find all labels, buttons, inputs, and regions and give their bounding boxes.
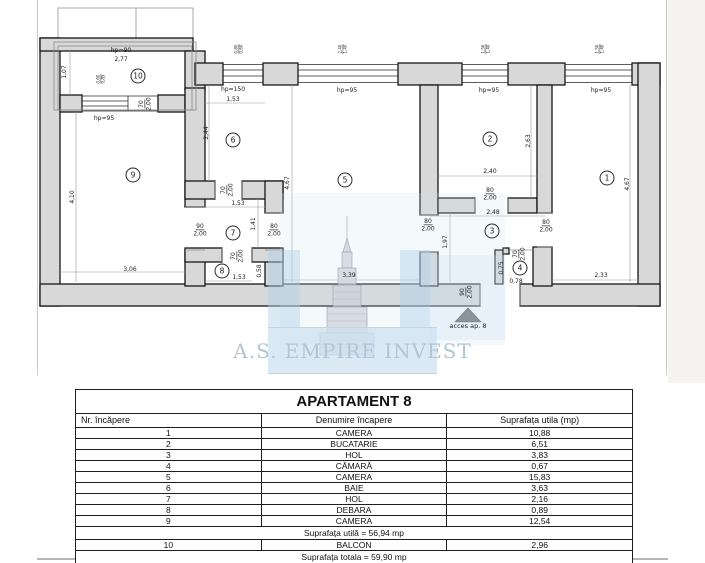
dim-label: 3,06 (123, 265, 137, 273)
subtotal-row (76, 527, 633, 540)
cell-area: 12,54 (447, 516, 633, 527)
cell-name: CAMERA (261, 428, 447, 439)
table-row (76, 450, 633, 461)
room-number-badge: 2 (483, 132, 498, 147)
dim-label: $\frac{90}{2,00}$ (193, 222, 207, 238)
room-number-badge: 4 (513, 261, 528, 276)
dim-label: hp=95 (93, 114, 115, 122)
dim-label: 1,50 1,40 (481, 44, 491, 54)
cell-nr: 6 (76, 483, 262, 494)
cell-area: 10,88 (447, 428, 633, 439)
dim-label: $\frac{80}{2,00}$ (483, 186, 497, 202)
dim-label: 4,10 (68, 190, 76, 204)
room-number-badge: 3 (485, 224, 500, 239)
dim-label: 70 2,00 (219, 183, 235, 197)
dim-label: 70 2,00 (137, 97, 153, 111)
cell-area: 15,83 (447, 472, 633, 483)
dim-label: 1,53 (232, 273, 246, 281)
cell-name: BUCATARIE (261, 439, 447, 450)
room-number-badge: 7 (226, 226, 241, 241)
table-row (76, 428, 633, 439)
room-number-badge: 9 (126, 168, 141, 183)
cell-nr: 9 (76, 516, 262, 527)
apartment-table (75, 389, 633, 563)
table-row (76, 540, 633, 551)
cell-name: HOL (261, 450, 447, 461)
dim-label: $\frac{80}{2,00}$ (539, 218, 553, 234)
dim-label: hp=95 (336, 86, 358, 94)
table-body (76, 428, 633, 563)
dim-label: hp=150 (220, 85, 246, 93)
table-row (76, 461, 633, 472)
cell-area: 2,16 (447, 494, 633, 505)
subtotal-row-text: Suprafața utilă = 56,94 mp (76, 527, 633, 540)
dim-label: $\frac{80}{2,00}$ (267, 222, 281, 238)
cell-area: 2,96 (447, 540, 633, 551)
cell-nr: 3 (76, 450, 262, 461)
dim-label: 1,53 (231, 199, 245, 207)
dim-label: hp=95 (590, 86, 612, 94)
dim-label: 1,41 (249, 217, 257, 231)
dim-label: 2,33 (594, 271, 608, 279)
table-row (76, 472, 633, 483)
cell-nr: 1 (76, 428, 262, 439)
col-header-area: Suprafața utila (mp) (447, 414, 633, 428)
cell-nr: 5 (76, 472, 262, 483)
dim-label: 1,97 (441, 235, 449, 249)
cell-area: 0,67 (447, 461, 633, 472)
cell-area: 6,51 (447, 439, 633, 450)
dim-label: 1,07 (60, 65, 68, 79)
col-header-name: Denumire încapere (261, 414, 447, 428)
dim-label: 0,78 (509, 277, 523, 285)
cell-nr: 7 (76, 494, 262, 505)
room-number-badge: 10 (131, 69, 146, 84)
access-label: acces ap. 8 (449, 322, 487, 330)
dim-label: 2,63 (524, 134, 532, 148)
dim-label: 0,75 (497, 261, 505, 275)
dim-label: 2,40 1,40 (338, 44, 348, 54)
dim-label: 0,58 (255, 264, 263, 278)
cell-name: DEBARA (261, 505, 447, 516)
dim-label: 0,80 0,60 (234, 44, 244, 54)
dim-label: 2,48 (486, 208, 500, 216)
cell-nr: 10 (76, 540, 262, 551)
col-header-nr: Nr. încăpere (76, 414, 262, 428)
cell-name: CĂMARĂ (261, 461, 447, 472)
room-number-badge: 8 (215, 264, 230, 279)
room-number-badge: 1 (600, 171, 615, 186)
table-header-row (76, 414, 633, 428)
cell-nr: 4 (76, 461, 262, 472)
cell-name: BALCON (261, 540, 447, 551)
dim-label: $\frac{80}{2,00}$ (421, 217, 435, 233)
dim-label: 70 2,00 (511, 247, 527, 261)
room-number-badge: 5 (338, 173, 353, 188)
dim-label: 2,40 (483, 167, 497, 175)
cell-name: HOL (261, 494, 447, 505)
dim-label: 2,44 (202, 126, 210, 140)
dim-label: 4,67 (283, 176, 291, 190)
dim-label: 2,77 (114, 55, 128, 63)
total-row (76, 551, 633, 563)
room-number-badge: 6 (226, 133, 241, 148)
total-row-text: Suprafața totala = 59,90 mp (76, 551, 633, 563)
dim-label: 4,67 (623, 177, 631, 191)
table-row (76, 494, 633, 505)
dim-label: hp=95 (478, 86, 500, 94)
dim-label: 1,50 1,40 (595, 44, 605, 54)
dim-label: hp=90 (110, 46, 132, 54)
dim-label: 1,53 (226, 95, 240, 103)
dim-label: 0,60 0,85 (96, 74, 106, 84)
table-row (76, 516, 633, 527)
cell-name: BAIE (261, 483, 447, 494)
dim-label: 90 2,00 (458, 285, 474, 299)
watermark-brand-text: A.S. EMPIRE INVEST (233, 338, 472, 363)
cell-nr: 2 (76, 439, 262, 450)
watermark-band (233, 327, 472, 374)
cell-area: 3,63 (447, 483, 633, 494)
dim-label: 70 2,00 (229, 249, 245, 263)
cell-area: 0,89 (447, 505, 633, 516)
table-row (76, 505, 633, 516)
dim-label: 3,39 (342, 271, 356, 279)
cell-name: CAMERA (261, 516, 447, 527)
table-row (76, 439, 633, 450)
table-row (76, 483, 633, 494)
table-title-row (76, 390, 633, 414)
cell-name: CAMERA (261, 472, 447, 483)
cell-area: 3,83 (447, 450, 633, 461)
table-title: APARTAMENT 8 (76, 390, 633, 414)
cell-nr: 8 (76, 505, 262, 516)
